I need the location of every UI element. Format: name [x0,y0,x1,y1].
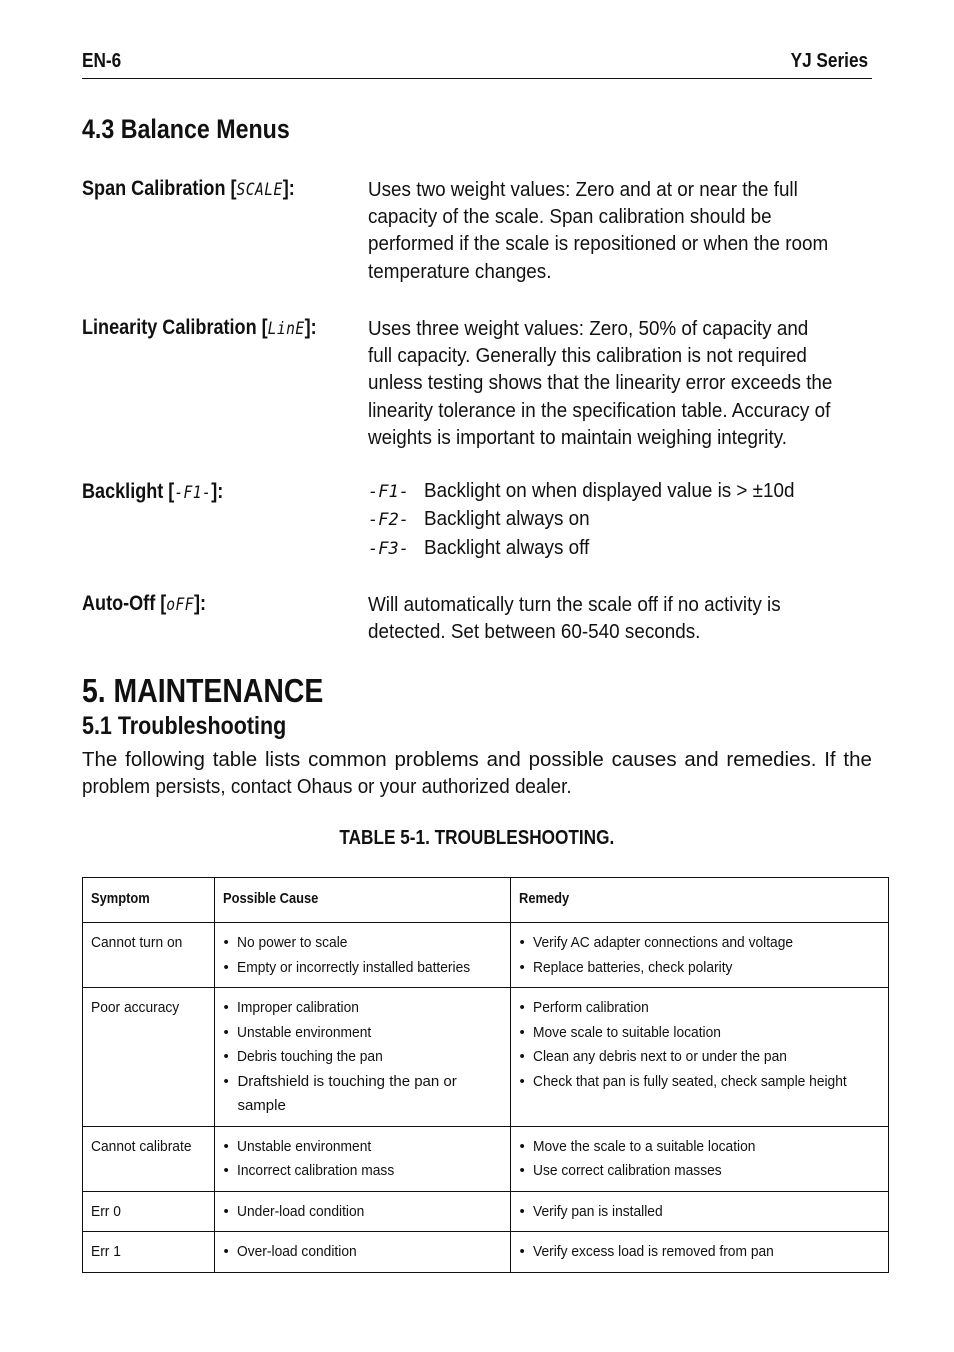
backlight-label: Backlight [-F1-]: [82,480,224,503]
intro-word: table [212,748,258,771]
remedy-cell [511,988,889,1127]
backlight-option: -F3- Backlight always off [368,536,590,559]
table-row [83,988,889,1127]
symptom-cell: Poor accuracy [83,988,215,1127]
subsection-title-troubleshooting: 5.1 Troubleshooting [82,712,287,740]
page-number: EN-6 [82,50,122,72]
column-header-cause: Possible Cause [215,878,511,923]
table-row [83,1191,889,1232]
bullet-item: • Verify AC adapter connections and voltage [519,931,880,956]
bullet-item: • Perform calibration [519,996,880,1021]
linearity-display-code: LinE [267,319,305,339]
symptom-cell: Cannot calibrate [83,1126,215,1191]
auto-off-display-code: oFF [166,595,194,615]
bullet-item: • Verify pan is installed [519,1200,880,1225]
intro-word: common [308,748,387,771]
auto-off-label: Auto-Off [oFF]: [82,592,207,615]
bullet-item: • Draftshield is touching the pan or sample [223,1070,502,1119]
auto-off-description: Will automatically turn the scale off if no activity is detected. Set between 60-540 seconds. [368,593,781,644]
intro-word: following [125,748,205,771]
troubleshooting-table [82,877,889,1273]
bullet-item: • Move scale to suitable location [519,1021,880,1046]
span-calibration-description: Uses two weight values: Zero and at or near the full capacity of the scale. Span calibration should be performed if the scale is repositioned or when the room temperature changes. [368,178,829,283]
cause-cell [215,1191,511,1232]
intro-word: possible [528,748,604,771]
intro-word: lists [264,748,301,771]
intro-word: and [684,748,719,771]
bullet-item: • Clean any debris next to or under the pan [519,1045,880,1070]
bullet-item: • Debris touching the pan [223,1045,502,1070]
bullet-item: • Over-load condition [223,1240,502,1265]
bullet-item: • Unstable environment [223,1135,502,1160]
span-calibration-label: Span Calibration [SCALE]: [82,177,295,200]
cause-cell [215,988,511,1127]
intro-word: remedies. [726,748,817,771]
linearity-calibration-label: Linearity Calibration [LinE]: [82,316,317,339]
bullet-item: • Check that pan is fully seated, check sample height [519,1070,880,1095]
table-header-row [83,878,889,923]
bullet-item: • Use correct calibration masses [519,1159,880,1184]
column-header-symptom: Symptom [83,878,215,923]
section-title-maintenance: 5. MAINTENANCE [82,672,324,709]
intro-word: problems [394,748,479,771]
section-title-balance-menus: 4.3 Balance Menus [82,114,290,144]
bullet-item: • Under-load condition [223,1200,502,1225]
cause-cell [215,1232,511,1273]
intro-word: If [824,748,836,771]
intro-word: The [82,748,118,771]
backlight-option: -F2- Backlight always on [368,507,590,530]
table-row [83,1126,889,1191]
bullet-item: • Replace batteries, check polarity [519,956,880,981]
bullet-item: • Verify excess load is removed from pan [519,1240,880,1265]
span-display-code: SCALE [236,180,283,200]
backlight-display-code: -F1- [174,483,212,503]
intro-word: causes [611,748,677,771]
bullet-item: • Incorrect calibration mass [223,1159,502,1184]
linearity-calibration-description: Uses three weight values: Zero, 50% of capacity and full capacity. Generally this calibration is not required unless testing shows that the linearity error exceeds the linearity tolerance in the specification table. Accuracy of weights is important to maintain weighing integrity. [368,317,833,449]
troubleshooting-intro: The following table lists common problems and possible causes and remedies. If the problem persists, contact Ohaus or your authorized dealer. [82,748,872,798]
table-row [83,923,889,988]
bullet-item: • Empty or incorrectly installed batteries [223,956,502,981]
bullet-item: • Improper calibration [223,996,502,1021]
remedy-cell [511,1232,889,1273]
column-header-remedy: Remedy [511,878,889,923]
cause-cell [215,923,511,988]
symptom-cell: Err 1 [83,1232,215,1273]
symptom-cell: Cannot turn on [83,923,215,988]
intro-word: the [843,748,872,771]
series-name: YJ Series [790,50,868,72]
intro-word: and [486,748,521,771]
table-row [83,1232,889,1273]
cause-cell [215,1126,511,1191]
bullet-item: • No power to scale [223,931,502,956]
symptom-cell: Err 0 [83,1191,215,1232]
bullet-item: • Move the scale to a suitable location [519,1135,880,1160]
remedy-cell [511,1191,889,1232]
backlight-option: -F1- Backlight on when displayed value is > ±10d [368,479,795,502]
bullet-item: • Unstable environment [223,1021,502,1046]
table-caption: TABLE 5-1. TROUBLESHOOTING. [339,827,615,849]
header-divider [82,78,872,79]
remedy-cell [511,923,889,988]
remedy-cell [511,1126,889,1191]
